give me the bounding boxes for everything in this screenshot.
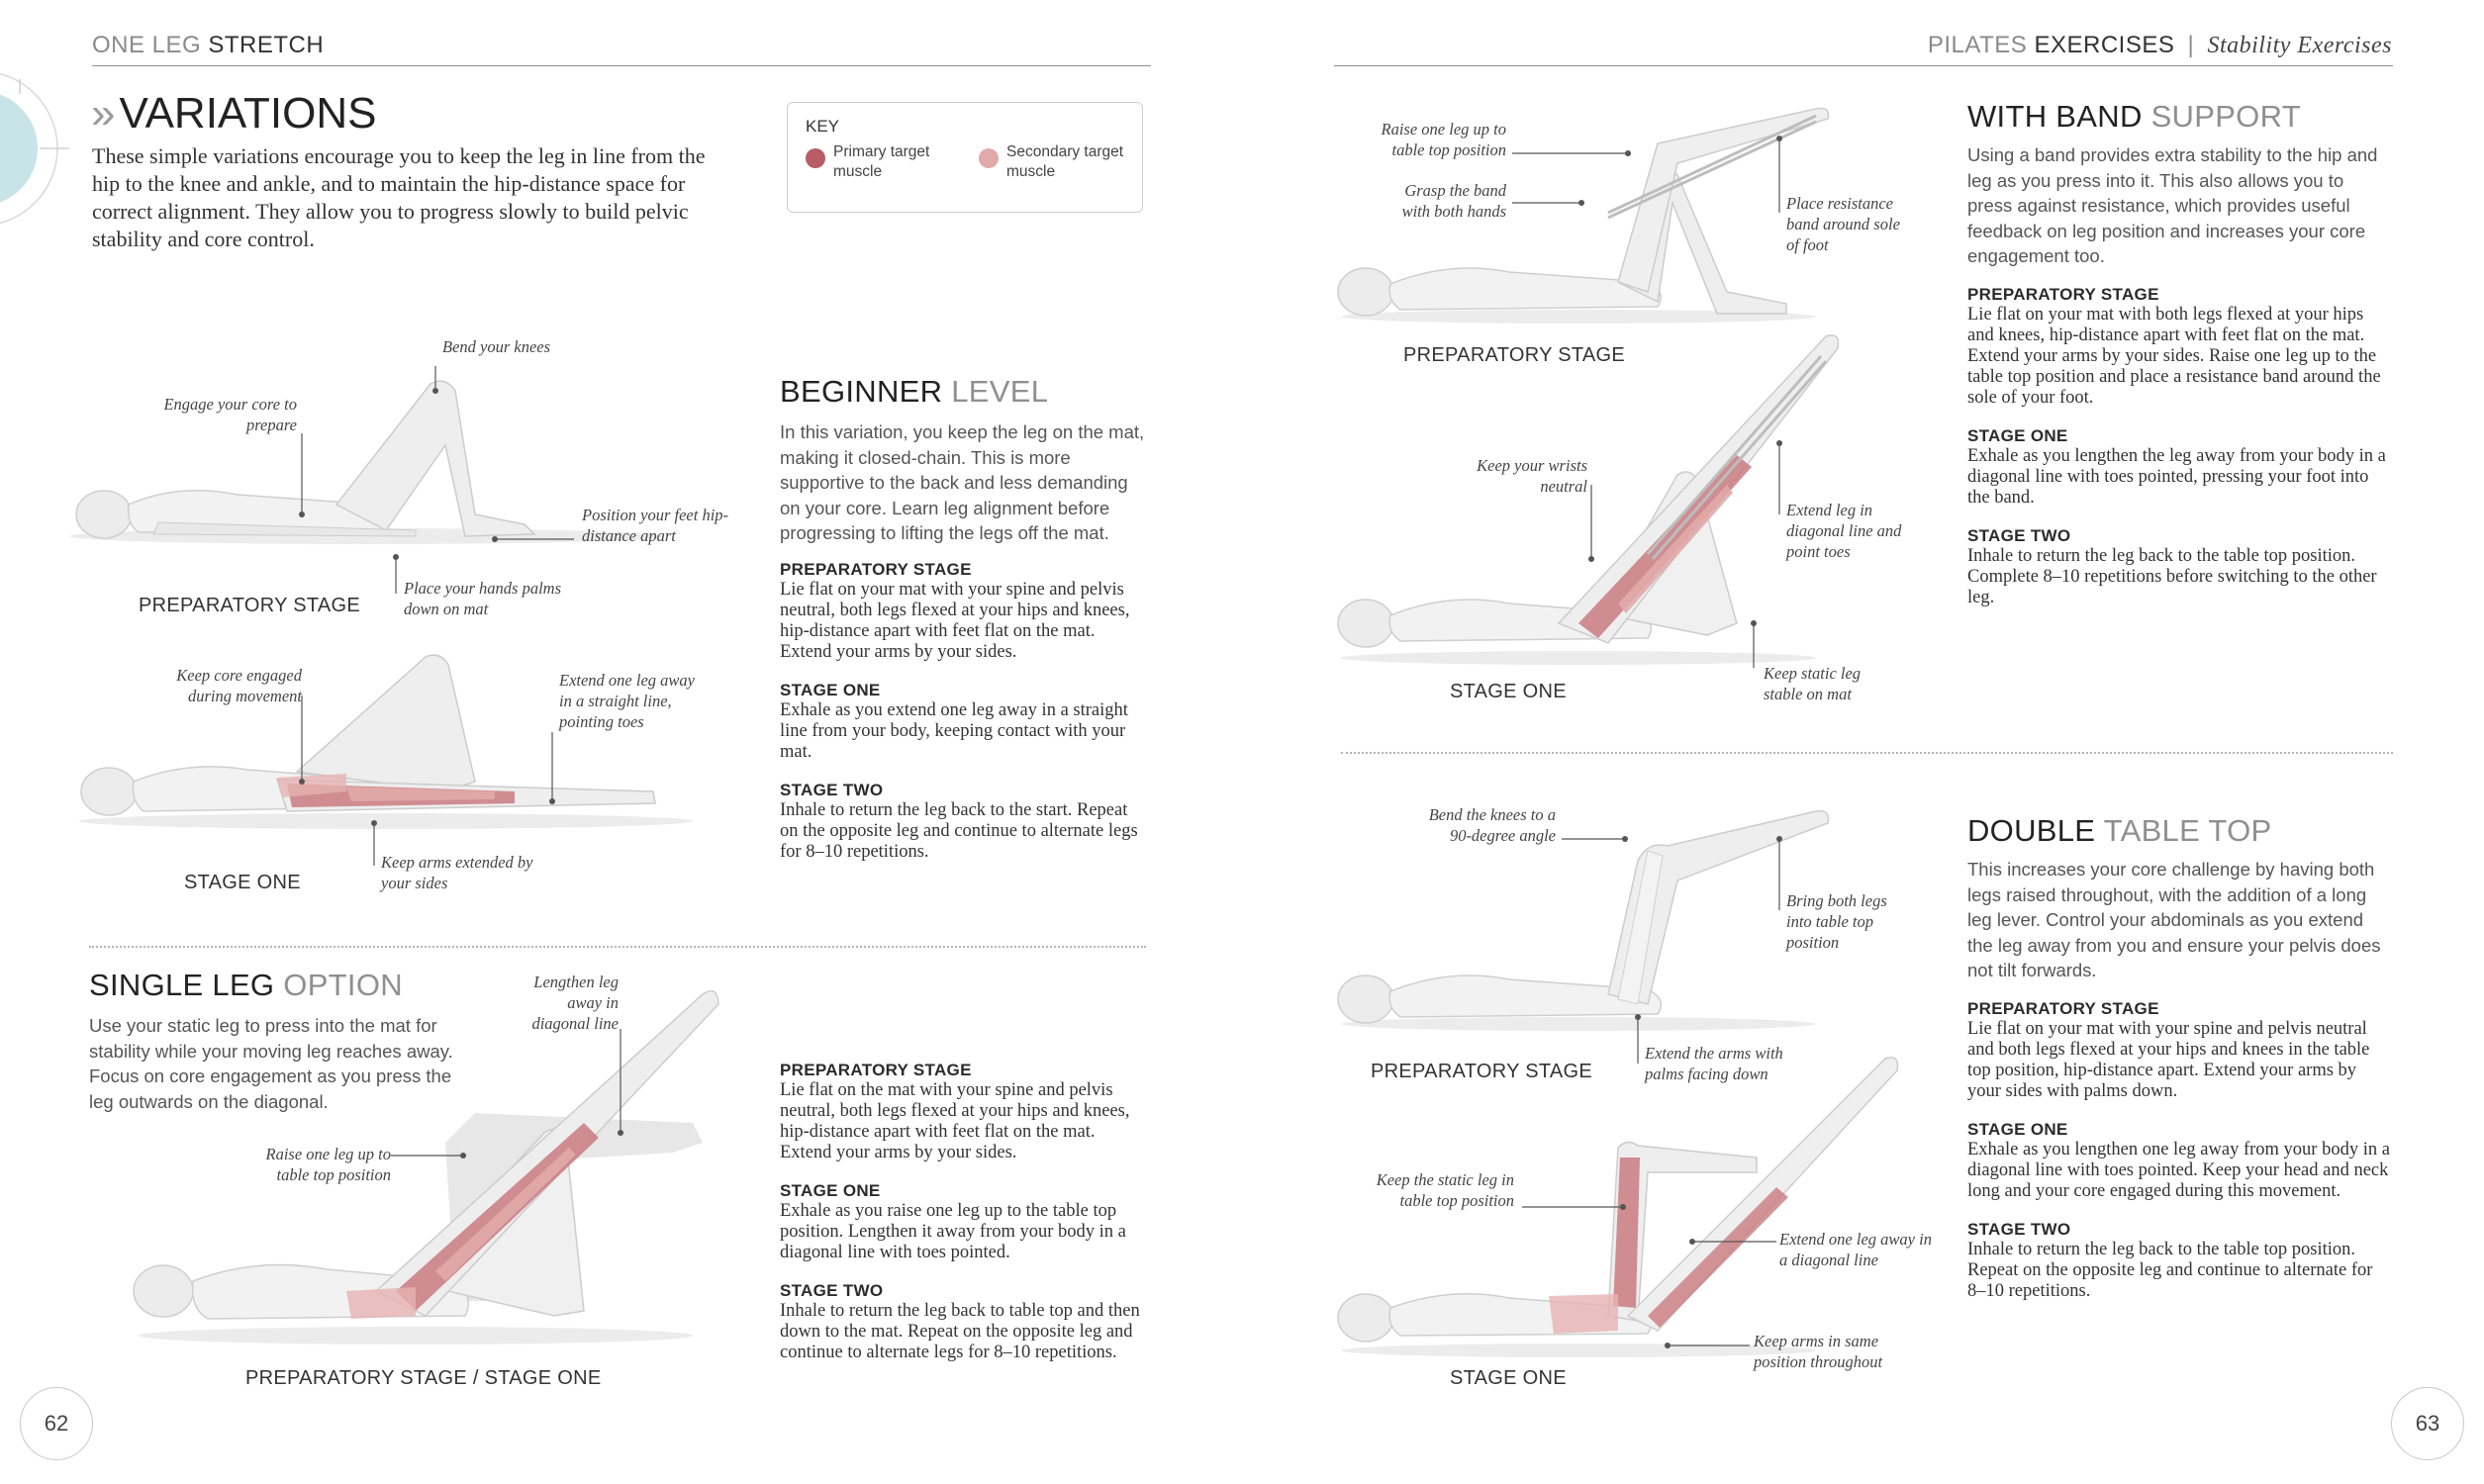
beginner-intro: In this variation, you keep the leg on the mat, making it closed-chain. This is more supportive to the back and less demanding on your core. Learn leg alignment before progressing to lifting the legs off the mat.	[780, 421, 1145, 544]
annotation-static-leg-stable: Keep static leg stable on mat	[1764, 664, 1862, 703]
beginner-two-label: STAGE TWO	[780, 780, 884, 799]
header-section: Stability Exercises	[2207, 33, 2392, 58]
beginner-two-text: Inhale to return the leg back to the start. Repeat on the opposite leg and continue to alternate legs for 8–10 repetitions.	[780, 799, 1138, 862]
annotation-bend-knees-90: Bend the knees to a 90-degree angle	[1428, 805, 1556, 845]
single-prep-text: Lie flat on the mat with your spine and pelvis neutral, both legs flexed at your hips and knees, hip-distance apart with feet flat on the mat. Extend your arms by your sides.	[780, 1080, 1130, 1162]
double-title-light: TABLE TOP	[2103, 813, 2272, 848]
band-intro: Using a band provides extra stability to the hip and leg as you press into it. This also allows you to press against resistance, which provides useful feedback on leg position and increases your core engagement too.	[1967, 144, 2378, 267]
band-prep-text: Lie flat on your mat with both legs flexed at your hips and knees, hip-distance apart with feet flat on the mat. Extend your arms by your sides. Raise one leg up to the table top position and place a resistance band around the sole of your foot.	[1967, 304, 2381, 408]
annotation-place-band: Place resistance band around sole of foot	[1786, 194, 1900, 254]
annotation-keep-arms-extended: Keep arms extended by your sides	[381, 853, 533, 892]
single-prep-label: PREPARATORY STAGE	[780, 1061, 972, 1079]
annotation-raise-leg: Raise one leg up to table top position	[265, 1145, 391, 1184]
annotation-lengthen-leg: Lengthen leg away in diagonal line	[531, 973, 619, 1033]
page-number-left: 62	[20, 1387, 93, 1460]
band-two-text: Inhale to return the leg back to the table top position. Complete 8–10 repetitions before switching to the other leg.	[1967, 545, 2377, 607]
band-one-text: Exhale as you lengthen the leg away from your body in a diagonal line with toes pointed, pressing your foot into the band.	[1967, 445, 2386, 508]
annotation-extend-leg-diagonal: Extend leg in diagonal line and point toes	[1786, 501, 1902, 561]
caption-band-one: STAGE ONE	[1450, 681, 1567, 702]
header-left-light: ONE LEG	[92, 32, 202, 58]
single-one-text: Exhale as you raise one leg up to the table top position. Lengthen it away from your body in a diagonal line with toes pointed.	[780, 1201, 1126, 1262]
caption-double-one: STAGE ONE	[1450, 1367, 1567, 1389]
caption-double-prep: PREPARATORY STAGE	[1371, 1061, 1593, 1082]
band-title-bold: WITH BAND	[1967, 99, 2143, 134]
caption-single: PREPARATORY STAGE / STAGE ONE	[245, 1367, 602, 1389]
band-one-label: STAGE ONE	[1967, 425, 2068, 445]
annotation-engage-core: Engage your core to prepare	[163, 395, 297, 434]
beginner-title-bold: BEGINNER	[780, 374, 943, 409]
annotation-bend-knees: Bend your knees	[442, 337, 551, 356]
double-one-label: STAGE ONE	[1967, 1119, 2068, 1139]
key-secondary-label: Secondary target muscle	[1006, 143, 1124, 180]
key-primary-label: Primary target muscle	[833, 143, 930, 180]
annotation-position-feet: Position your feet hip-distance apart	[582, 506, 729, 545]
double-two-text: Inhale to return the leg back to the table top position. Repeat on the opposite leg and continue to alternate for 8–10 repetitions.	[1967, 1239, 2373, 1301]
annotation-wrists-neutral: Keep your wrists neutral	[1477, 456, 1587, 496]
beginner-prep-text: Lie flat on your mat with your spine and pelvis neutral, both legs flexed at your hips and knees, hip-distance apart with feet flat on the mat. Extend your arms by your sides.	[780, 579, 1130, 662]
header-right-light: PILATES	[1927, 32, 2028, 58]
single-title-light: OPTION	[283, 968, 403, 1002]
single-title-bold: SINGLE LEG	[89, 968, 275, 1002]
beginner-prep-label: PREPARATORY STAGE	[780, 559, 972, 579]
annotation-extend-arms: Extend the arms with palms facing down	[1645, 1044, 1783, 1083]
variations-intro: These simple variations encourage you to keep the leg in line from the hip to the knee and ankle, and to maintain the hip-distance space for correct alignment. They allow you to progress slowly to build pelvic stability and core control.	[92, 143, 706, 251]
annotation-keep-core-engaged: Keep core engaged during movement	[176, 666, 302, 705]
beginner-title-light: LEVEL	[951, 374, 1049, 409]
annotation-extend-one-leg-diagonal: Extend one leg away in a diagonal line	[1779, 1230, 1932, 1269]
double-title	[1967, 813, 2393, 849]
double-section	[1967, 813, 2393, 1320]
header-left-bold: STRETCH	[208, 32, 325, 58]
annotation-static-leg-tabletop: Keep the static leg in table top position	[1376, 1170, 1514, 1210]
double-two-label: STAGE TWO	[1967, 1219, 2071, 1239]
annotation-place-hands: Place your hands palms down on mat	[404, 579, 562, 618]
single-one-label: STAGE ONE	[780, 1181, 881, 1200]
caption-beginner-prep: PREPARATORY STAGE	[139, 595, 361, 616]
chevron-icon: »	[91, 89, 116, 138]
band-two-label: STAGE TWO	[1967, 525, 2071, 545]
double-prep-text: Lie flat on your mat with your spine and pelvis neutral and both legs flexed at your hips and knees in the table top position, hip-distance apart. Extend your arms by your sides with palms down.	[1967, 1018, 2370, 1101]
band-title-light: SUPPORT	[2150, 99, 2301, 134]
single-two-text: Inhale to return the leg back to table top and then down to the mat. Repeat on the opposite leg and continue to alternate legs for 8–10 repetitions.	[780, 1301, 1140, 1362]
double-intro: This increases your core challenge by having both legs raised throughout, with the addition of a long leg lever. Control your abdominals as you extend the leg away from you and ensure your pelvis does not tilt forwards.	[1967, 859, 2381, 981]
caption-beginner-one: STAGE ONE	[184, 872, 301, 893]
beginner-one-label: STAGE ONE	[780, 680, 881, 699]
annotation-grasp-band: Grasp the band with both hands	[1401, 181, 1506, 221]
annotation-bring-legs: Bring both legs into table top position	[1786, 891, 1887, 952]
double-title-bold: DOUBLE	[1967, 813, 2096, 848]
annotation-arms-same-position: Keep arms in same position throughout	[1754, 1332, 1883, 1371]
key-title: KEY	[806, 117, 840, 136]
single-two-label: STAGE TWO	[780, 1281, 884, 1300]
double-prep-label: PREPARATORY STAGE	[1967, 998, 2159, 1018]
single-intro: Use your static leg to press into the mat for stability while your moving leg reaches away. Focus on core engagement as you press the leg outwards on the diagonal.	[89, 1015, 453, 1112]
caption-band-prep: PREPARATORY STAGE	[1403, 344, 1626, 366]
annotation-extend-one-leg: Extend one leg away in a straight line, pointing toes	[559, 671, 695, 731]
beginner-one-text: Exhale as you extend one leg away in a straight line from your body, keeping contact with your mat.	[780, 699, 1128, 762]
double-one-text: Exhale as you lengthen one leg away from your body in a diagonal line with toes pointed. Keep your head and neck long and your core engaged during this movement.	[1967, 1139, 2390, 1201]
variations-title: VARIATIONS	[119, 89, 377, 138]
band-prep-label: PREPARATORY STAGE	[1967, 284, 2159, 304]
page-number-right: 63	[2391, 1387, 2464, 1460]
header-separator: |	[2187, 32, 2195, 58]
annotation-band-raise-leg: Raise one leg up to table top position	[1381, 120, 1506, 159]
header-right-bold: EXERCISES	[2034, 32, 2175, 58]
